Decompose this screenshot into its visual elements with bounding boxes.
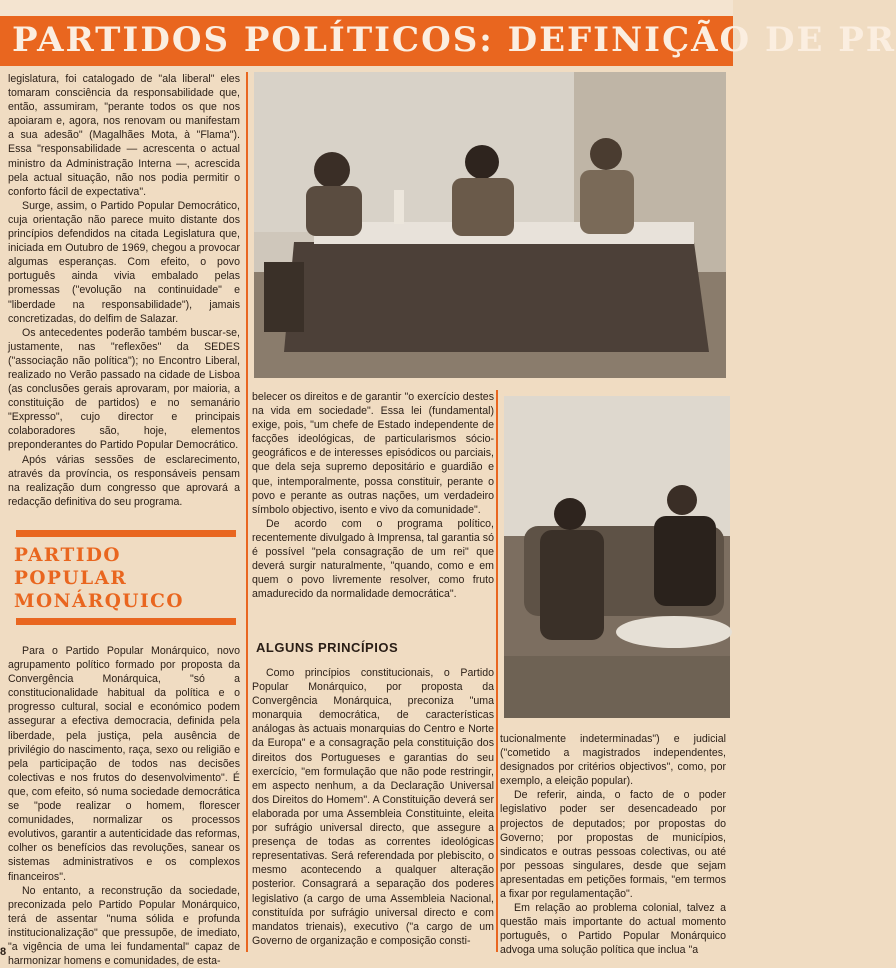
seated-men-photo	[504, 396, 730, 718]
section-rule-bottom	[16, 618, 236, 625]
paragraph: Para o Partido Popular Monárquico, novo agrupamento político formado por proposta da Convergência Monárquica, "só a constitucionalidade habitual da política e o progresso cultural, social e económico podem assegurar a efectiva democracia, definida pela liberdade, pela justiça, pela ausência de privilégio do nascimento, raça, sexo ou religião e pela participação de todos nas decisões colectivas e nos frutos do desenvolvimento". É que, com efeito, só numa sociedade democrática se "pode realizar o homem, florescer comunidades, normalizar os processos evolutivos, garantir a autenticidade das reformas, colher os benefícios das revoluções, sanear os sistemas administrativos e os complexos financeiros".	[8, 645, 240, 883]
section-title-line: PARTIDO	[14, 545, 122, 566]
header-banner	[0, 16, 896, 66]
section-rule-top	[16, 530, 236, 537]
paragraph: Os antecedentes poderão também buscar-se, justamente, nas "reflexões" da SEDES ("associação não política"); no Encontro Liberal, realizado no Verão passado na cidade de Lisboa (as conclusões gerais aprovaram, por maioria, a constituição de partidos) e no semanário "Expresso", cujo director e principais colaboradores são, hoje, elementos preponderantes do Partido Popular Democrático.	[8, 326, 240, 452]
paragraph: Surge, assim, o Partido Popular Democrático, cuja orientação não parece muito distante dos princípios defendidos na citada Legislatura que, iniciada em Outubro de 1969, chegou a provocar algumas esperanças. Com efeito, o povo português ainda vivia embalado pelas promessas ("evolução na continuidade" e "liberdade na responsabilidade"), jamais concretizadas, do delfim de Salazar.	[8, 199, 240, 325]
paragraph: Após várias sessões de esclarecimento, através da província, os responsáveis pensam na realização dum congresso que aprovará a redacção definitiva do seu programa.	[8, 453, 240, 508]
photo-image	[504, 396, 730, 718]
photo-image	[254, 72, 726, 378]
paragraph: De referir, ainda, o facto de o poder legislativo poder ser desencadeado por projectos de deputados; por propostas do Governo; por propostas de municípios, sindicatos e outras pessoas colectivas, ou até por pessoas singulares, desde que sejam apresentadas em petições formais, "em termos a fixar por regulamentação".	[500, 789, 726, 901]
paragraph: legislatura, foi catalogado de "ala liberal" eles tomaram consciência da responsabilidade que, então, assumiram, "perante todos os que nos apoiaram e, agora, nos renovam ou manifestam a sua adesão" (Magalhães Mota, à "Flama"). Essa "responsabilidade — acrescenta o actual ministro da Administração Interna —, acrescida pela actual situação, não nos podia permitir o conforto fácil de expectativa".	[8, 73, 240, 198]
press-conference-photo	[254, 72, 726, 378]
article-column-1-bottom	[8, 644, 240, 968]
article-column-2-continued	[252, 666, 494, 948]
page-title: PARTIDOS POLÍTICOS: DEFINIÇÃO DE PR	[12, 20, 896, 60]
paragraph: De acordo com o programa político, recentemente divulgado à Imprensa, tal garantia só é possível "pela consagração de um rei" que deverá surgir naturalmente, "quando, como e em quem o povo livremente resolver, como fruto amadurecido da normalidade democrática".	[252, 517, 494, 601]
paragraph: belecer os direitos e de garantir "o exercício destes na vida em sociedade". Essa lei (fundamental) exige, pois, "um chefe de Estado independente de facções ideológicas, de particularismos sócio-geográficos e de interesses episódicos ou parciais, que dela seja supremo depositário e guardião e que, intemporalmente, possa constituir, perante o povo e perante as outras nações, um verdadeiro símbolo objectivo, isento e vivo da comunidade".	[252, 391, 494, 516]
section-title-line: POPULAR	[14, 568, 128, 589]
page-number: 8	[0, 946, 7, 958]
paragraph: Como princípios constitucionais, o Partido Popular Monárquico, por proposta da Convergência Monárquica, preconiza "uma monarquia democrática, de características análogas às actuais monarquias do Centro e Norte da Europa" e a consagração pela constituição dos direitos dos Portugueses e garantias do seu exercício, "em formulação que não pode restringir, em aspecto nenhum, a da Declaração Universal dos Direitos do Homem". A Constituição deverá ser elaborada por uma Assembleia Constituinte, eleita por sufrágio universal directo, que assegure a presença de todas as correntes ideológicas representativas. Será referendada por plebiscito, o mesmo acontecendo a qualquer alteração posterior. Consagrará a separação dos poderes legislativo (a cargo de uma Assembleia Nacional, constituída por sufrágio universal directo e com mandatos trienais), executivo ("a cargo de um Governo de organização e composição consti-	[252, 667, 494, 947]
article-column-2	[252, 390, 494, 601]
page-top-edge	[0, 0, 733, 16]
section-title-line: MONÁRQUICO	[14, 591, 184, 612]
paragraph: tucionalmente indeterminadas") e judicial ("cometido a magistrados independentes, designados por critérios objectivos", como, por exemplo, a eleição popular).	[500, 733, 726, 788]
article-column-3	[500, 732, 726, 958]
paragraph: Em relação ao problema colonial, talvez a questão mais importante do actual momento português, o Partido Popular Monárquico advoga uma solução política que inclua "a	[500, 902, 726, 957]
section-title	[14, 544, 234, 613]
article-column-1-top	[8, 72, 240, 509]
column-divider	[496, 390, 498, 952]
paragraph: No entanto, a reconstrução da sociedade, preconizada pelo Partido Popular Monárquico, terá de assentar "numa sólida e profunda institucionalização" que pressupõe, de imediato, "a vigência de uma lei fundamental" capaz de harmonizar homens e comunidades, de esta-	[8, 884, 240, 968]
subheading: ALGUNS PRINCÍPIOS	[256, 640, 399, 655]
column-divider	[246, 72, 248, 952]
